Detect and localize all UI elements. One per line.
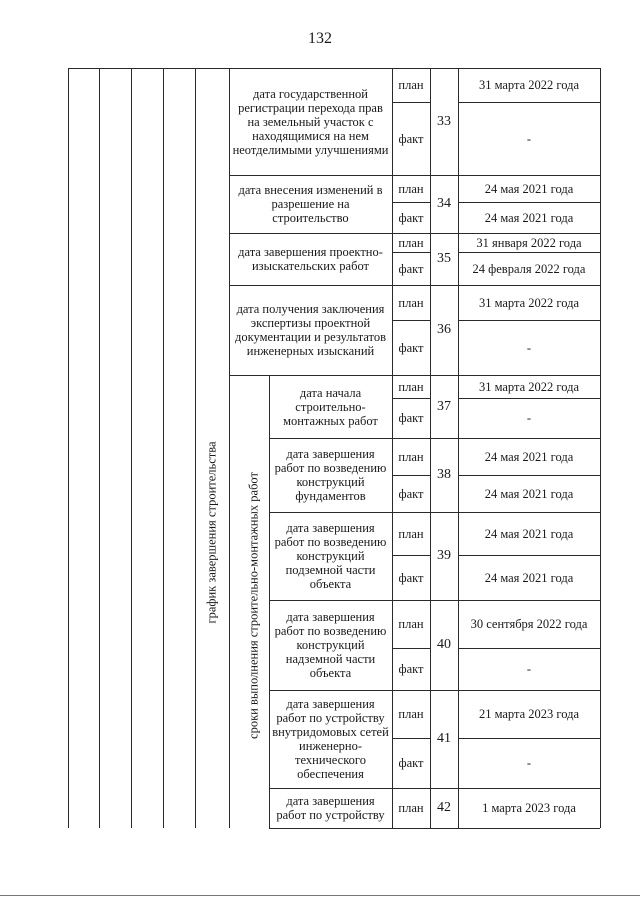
- row-description: дата завершения работ по устройству внутридомовых сетей инженерно-технического обеспечения: [272, 697, 389, 781]
- row-description: дата завершения проектно-изыскательских работ: [238, 245, 383, 273]
- group-label-outer: график завершения строительства: [204, 441, 219, 624]
- col-border: [229, 68, 230, 828]
- row-border: [269, 828, 600, 829]
- fact-label: факт: [398, 662, 424, 676]
- plan-label: план: [398, 295, 424, 310]
- row-number: 37: [437, 398, 451, 414]
- group-label-inner: сроки выполнения строительно-монтажных работ: [246, 472, 261, 739]
- plan-label: план: [398, 235, 424, 250]
- row-description: дата государственной регистрации перехода прав на земельный участок с находящимися на нем неотделимыми улучшениями: [232, 86, 389, 157]
- fact-value: 24 февраля 2022 года: [472, 261, 586, 276]
- plan-label: план: [398, 449, 424, 464]
- fact-label: факт: [398, 756, 424, 770]
- row-description: дата завершения работ по возведению конструкций фундаментов: [274, 447, 387, 503]
- row-description: дата начала строительно-монтажных работ: [283, 385, 378, 428]
- row-number: 33: [437, 113, 451, 129]
- fact-label: факт: [398, 340, 424, 355]
- plan-value: 24 мая 2021 года: [484, 526, 574, 541]
- plan-label: план: [398, 526, 424, 541]
- row-description: дата завершения работ по возведению конструкций подземной части объекта: [274, 521, 387, 591]
- plan-value: 21 марта 2023 года: [478, 707, 580, 721]
- page-bottom-rule: [0, 895, 640, 896]
- plan-value: 24 мая 2021 года: [484, 181, 574, 196]
- row-number: 40: [437, 637, 451, 652]
- fact-value: -: [526, 340, 532, 355]
- col-border: [99, 68, 100, 828]
- row-number: 38: [437, 467, 451, 482]
- row-number: 35: [437, 251, 451, 266]
- row-description: дата получения заключения экспертизы проектной документации и результатов инженерных изысканий: [235, 302, 386, 358]
- plan-label: план: [398, 801, 424, 815]
- fact-label: факт: [398, 261, 424, 276]
- fact-label: факт: [398, 411, 424, 425]
- row-description: дата завершения работ по устройству: [276, 794, 385, 822]
- fact-label: факт: [398, 570, 424, 585]
- fact-label: факт: [398, 131, 424, 146]
- row-number: 39: [437, 548, 451, 563]
- plan-value: 1 марта 2023 года: [482, 801, 576, 815]
- fact-value: 24 мая 2021 года: [484, 570, 574, 585]
- plan-label: план: [398, 707, 424, 721]
- col-border: [68, 68, 69, 828]
- col-border: [163, 68, 164, 828]
- plan-value: 24 мая 2021 года: [484, 449, 574, 464]
- row-number: 41: [437, 731, 451, 746]
- plan-value: 31 марта 2022 года: [478, 295, 580, 310]
- fact-label: факт: [398, 210, 424, 225]
- row-number: 36: [437, 322, 451, 337]
- fact-value: -: [526, 131, 532, 146]
- row-number: 42: [437, 800, 451, 815]
- fact-value: -: [526, 662, 532, 676]
- plan-value: 31 марта 2022 года: [478, 78, 580, 92]
- plan-label: план: [398, 617, 424, 631]
- fact-value: 24 мая 2021 года: [484, 210, 574, 225]
- fact-value: -: [526, 411, 532, 425]
- row-number: 34: [437, 196, 451, 211]
- fact-value: 24 мая 2021 года: [484, 486, 574, 501]
- fact-value: -: [526, 756, 532, 770]
- plan-value: 31 января 2022 года: [476, 235, 582, 250]
- fact-label: факт: [398, 486, 424, 501]
- plan-label: план: [398, 78, 424, 92]
- row-description: дата внесения изменений в разрешение на строительство: [238, 183, 383, 225]
- row-description: дата завершения работ по возведению конструкций надземной части объекта: [274, 610, 387, 680]
- plan-label: план: [398, 379, 424, 394]
- col-border: [600, 68, 601, 828]
- plan-label: план: [398, 181, 424, 196]
- page-number: 132: [308, 30, 332, 47]
- col-border: [195, 68, 196, 828]
- col-border: [131, 68, 132, 828]
- plan-value: 30 сентября 2022 года: [470, 617, 588, 631]
- col-border: [269, 375, 270, 828]
- plan-value: 31 марта 2022 года: [478, 379, 580, 394]
